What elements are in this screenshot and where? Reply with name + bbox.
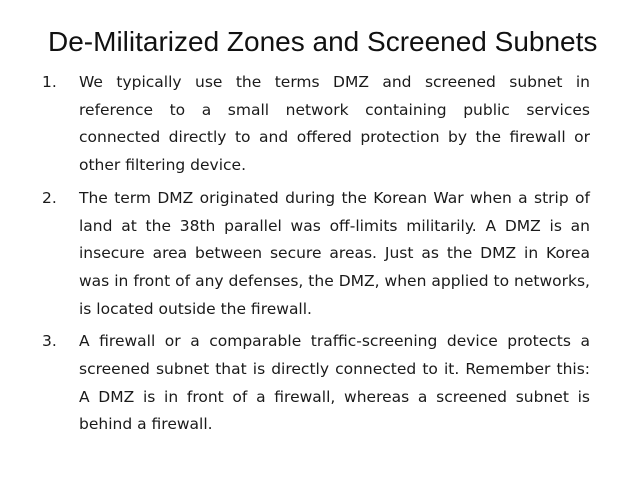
list-item-text: A firewall or a comparable traffic-screening device protects a screened subnet that is directly connected to it. Remember this: A DMZ is in front of a firewall, whereas a screened subnet is behind a firewall. [79, 332, 590, 434]
list-item-number: 1. [42, 73, 57, 91]
list-item-number: 3. [42, 332, 57, 351]
list-item [42, 185, 590, 324]
list-item-text: The term DMZ originated during the Korean War when a strip of land at the 38th parallel was off-limits militarily. A DMZ is an insecure area between secure areas. Just as the DMZ in Korea was in front of any defenses, the DMZ, when applied to networks, is located outside the firewall. [79, 188, 590, 318]
list-item [42, 69, 590, 180]
list-item [42, 328, 590, 439]
slide-title: De-Militarized Zones and Screened Subnets [48, 26, 598, 57]
list-item-text: We typically use the terms DMZ and screened subnet in reference to a small network containing public services connected directly to and offered protection by the firewall or other filtering device. [79, 73, 590, 175]
numbered-list [42, 69, 590, 444]
list-item-number: 2. [42, 188, 57, 207]
